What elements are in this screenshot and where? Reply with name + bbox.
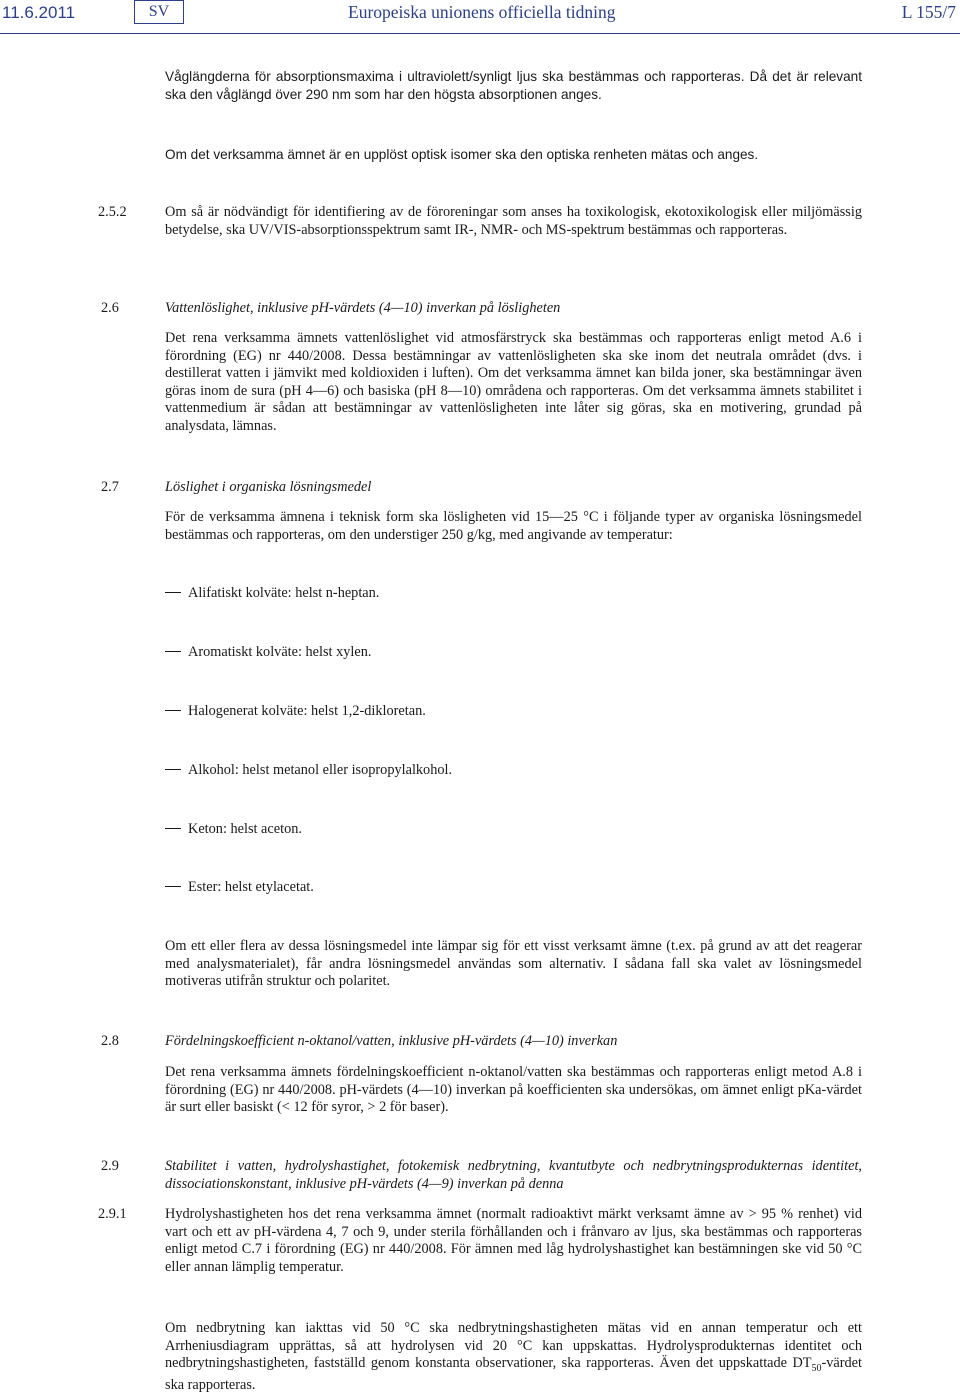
list-item: [165, 585, 379, 603]
dash-marker: [165, 886, 181, 887]
section-2-9-heading: Stabilitet i vatten, hydrolyshastighet, fotokemisk nedbrytning, kvantutbyte och nedbrytningsprodukternas identitet, dissociationskonstant, inklusive pH-värdets (4—9) inverkan på denna: [165, 1158, 862, 1192]
list-item: [165, 762, 452, 780]
section-2-7-heading: Löslighet i organiska lösningsmedel: [165, 479, 372, 495]
list-item-text: Alifatiskt kolväte: helst n-heptan.: [188, 585, 380, 601]
section-2-8-heading: Fördelningskoefficient n-oktanol/vatten, inklusive pH-värdets (4—10) inverkan: [165, 1033, 618, 1049]
section-2-7-intro: För de verksamma ämnena i teknisk form ska lösligheten vid 15—25 °C i följande typer av organiska lösningsmedel bestämmas och rapporteras, om den understiger 250 g/kg, med angivande av temperatur:: [165, 509, 862, 543]
publication-date: 11.6.2011: [2, 3, 76, 22]
section-2-7-closing: Om ett eller flera av dessa lösningsmedel inte lämpar sig för ett visst verksamt ämne (t.ex. på grund av att det reagerar med analysmaterialet), får andra lösningsmedel användas som alternativ. I sådana fall ska valet av lösningsmedel motiveras utifrån struktur och polaritet.: [165, 938, 862, 989]
dash-marker: [165, 828, 181, 829]
section-number-2-6: 2.6: [101, 300, 119, 316]
page-header: [0, 0, 960, 28]
language-badge: SV: [134, 0, 184, 24]
list-item-text: Alkohol: helst metanol eller isopropylalkohol.: [188, 762, 453, 778]
section-2-5-2-text: Om så är nödvändigt för identifiering av de föroreningar som anses ha toxikologisk, ekotoxikologisk eller miljömässig betydelse, ska UV/VIS-absorptionsspektrum samt IR-, NMR- och MS-spektrum bestämmas och rapporteras.: [165, 204, 862, 238]
list-item: [165, 879, 314, 897]
list-item-text: Ester: helst etylacetat.: [188, 879, 314, 895]
section-number-2-8: 2.8: [101, 1033, 119, 1049]
dash-marker: [165, 592, 181, 593]
dash-marker: [165, 651, 181, 652]
list-item: [165, 703, 426, 721]
section-number-2-5-2: 2.5.2: [98, 204, 127, 220]
dash-marker: [165, 769, 181, 770]
section-2-6-heading: Vattenlöslighet, inklusive pH-värdets (4—10) inverkan på lösligheten: [165, 300, 561, 316]
list-item: [165, 821, 302, 839]
section-2-6-text: Det rena verksamma ämnets vattenlöslighet vid atmosfärstryck ska bestämmas och rapporteras enligt metod A.6 i förordning (EG) nr 440/2008. Dessa bestämningar av vattenlösligheten ska ske inom det neutrala området (dvs. i destillerat vatten i jämvikt med koldioxiden i luften). Om det verksamma ämnet kan bilda joner, ska bestämningar även göras inom de sura (pH 4—6) och basiska (pH 8—10) områdena och rapporteras. Om det verksamma ämnets stabilitet i vattenmedium är sådan att bestämningar av vattenlösligheten inte låter sig göras, ska en motivering, grundad på analysdata, lämnas.: [165, 330, 862, 434]
list-item-text: Aromatiskt kolväte: helst xylen.: [188, 644, 372, 660]
header-divider: [0, 33, 960, 34]
section-2-9-1-paragraph-2: [165, 1320, 862, 1395]
section-number-2-7: 2.7: [101, 479, 119, 495]
paragraph-body: Om nedbrytning kan iakttas vid 50 °C ska nedbrytningshastigheten mätas vid en annan temperatur och ett Arrheniusdiagram upprättas, så att hydrolysen vid 20 °C kan uppskattas. Hydrolysprodukternas identitet och nedbrytningshastigheten, fastställd genom konstanta observationer, ska rapporteras. Även det uppskattade: [165, 1320, 862, 1371]
list-item-text: Keton: helst aceton.: [188, 821, 302, 837]
section-2-9-1-text: Hydrolyshastigheten hos det rena verksamma ämnet (normalt radioaktivt märkt verksamt ämne av > 95 % renhet) vid vart och ett av pH-värdena 4, 7 och 9, under sterila förhållanden och i frånvaro av ljus, ska bestämmas och rapporteras enligt metod C.7 i förordning (EG) nr 440/2008. För ämnen med låg hydrolyshastighet kan bestämningen ske vid 50 °C eller annan lämplig temperatur.: [165, 1206, 862, 1275]
dt50-symbol: $DT_{50}$: [792, 1355, 822, 1374]
dash-marker: [165, 710, 181, 711]
list-item-text: Halogenerat kolväte: helst 1,2-dikloretan.: [188, 703, 426, 719]
intro-paragraph-2: Om det verksamma ämnet är en upplöst optisk isomer ska den optiska renheten mätas och anges.: [165, 147, 759, 162]
intro-paragraph-1: Våglängderna för absorptionsmaxima i ultraviolett/synligt ljus ska bestämmas och rapporteras. Då det är relevant ska den våglängd över 290 nm som har den högsta absorptionen anges.: [165, 69, 862, 102]
paragraph-end: -värdet ska rapporteras.: [165, 1355, 862, 1394]
list-item: [165, 644, 371, 662]
page-number: L 155/7: [901, 2, 956, 22]
journal-title: Europeiska unionens officiella tidning: [348, 2, 616, 22]
section-number-2-9: 2.9: [101, 1158, 119, 1174]
section-number-2-9-1: 2.9.1: [98, 1206, 127, 1222]
section-2-8-text: Det rena verksamma ämnets fördelningskoefficient n-oktanol/vatten ska bestämmas och rapporteras enligt metod A.8 i förordning (EG) nr 440/2008. pH-värdets (4—10) inverkan på koefficienten ska undersökas, om ämnet enligt pKa-värdet är surt eller basiskt (< 12 för syror, > 2 för baser).: [165, 1064, 862, 1115]
